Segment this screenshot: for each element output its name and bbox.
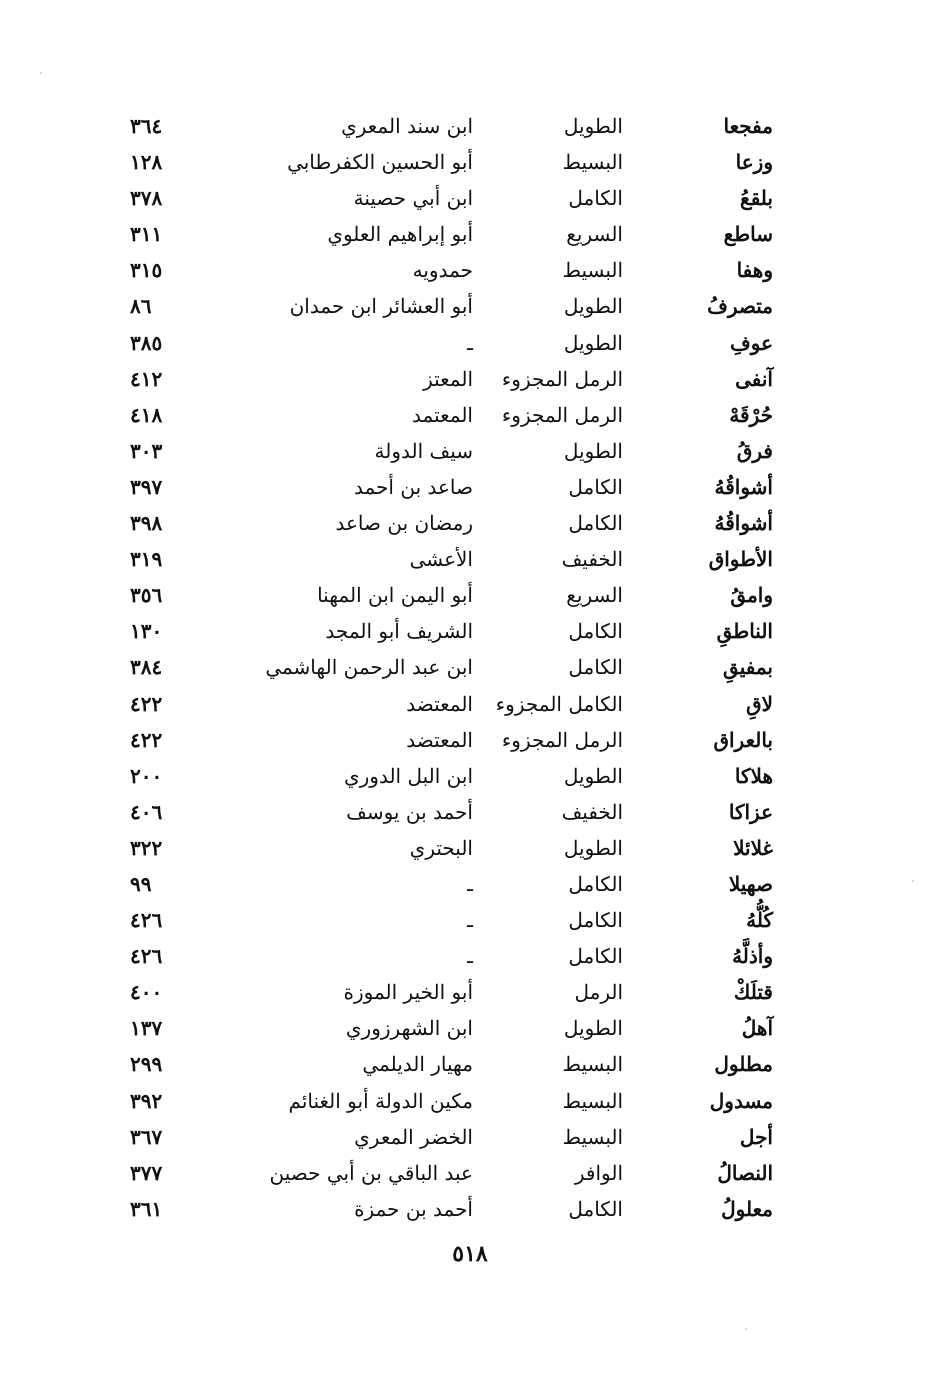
page-ref-cell: ٣١١	[130, 222, 163, 247]
page-ref-cell: ٤١٨	[130, 402, 163, 427]
table-row	[0, 1155, 943, 1191]
poet-cell: أبو الحسين الكفرطابي	[287, 150, 473, 175]
poet-cell: ـ	[467, 330, 473, 355]
poet-cell: ـ	[467, 871, 473, 896]
page-ref-cell: ٢٩٩	[130, 1052, 163, 1077]
table-row	[0, 144, 943, 180]
poet-cell: ابن أبي حصينة	[353, 186, 473, 211]
page-ref-cell: ٣٩٨	[130, 511, 163, 536]
table-row	[0, 1010, 943, 1046]
scan-speck	[745, 1328, 747, 1330]
meter-cell: الرمل المجزوء	[501, 402, 623, 427]
table-row	[0, 505, 943, 541]
table-row	[0, 902, 943, 938]
table-row	[0, 577, 943, 613]
rhyme-cell: النصالُ	[717, 1160, 773, 1185]
table-row	[0, 758, 943, 794]
rhyme-cell: مطلول	[714, 1052, 773, 1077]
poet-cell: المعتضد	[406, 691, 473, 716]
page-ref-cell: ٣٩٢	[130, 1088, 163, 1113]
page-ref-cell: ٤١٢	[130, 366, 163, 391]
rhyme-cell: أشواقُهُ	[714, 511, 773, 536]
page-ref-cell: ٣٨٥	[130, 330, 163, 355]
table-row	[0, 433, 943, 469]
meter-cell: البسيط	[562, 1124, 623, 1149]
page-ref-cell: ٣١٩	[130, 547, 163, 572]
table-row	[0, 216, 943, 252]
meter-cell: الخفيف	[561, 799, 623, 824]
poet-cell: أبو اليمن ابن المهنا	[317, 583, 473, 608]
rhyme-cell: أشواقُهُ	[714, 474, 773, 499]
rhyme-index-table	[0, 108, 943, 1227]
page-ref-cell: ٣٧٨	[130, 186, 163, 211]
rhyme-cell: مفجعا	[723, 114, 773, 138]
table-row	[0, 686, 943, 722]
rhyme-cell: الناطقِ	[716, 619, 773, 644]
page-number: ٥١٨	[452, 1241, 488, 1267]
page-ref-cell: ٢٠٠	[130, 763, 163, 788]
meter-cell: البسيط	[562, 1088, 623, 1113]
table-row	[0, 325, 943, 361]
page-ref-cell: ٣٦٤	[130, 114, 163, 138]
meter-cell: الرمل المجزوء	[501, 727, 623, 752]
rhyme-cell: معلولُ	[721, 1196, 773, 1221]
rhyme-cell: وهفا	[736, 258, 773, 283]
rhyme-cell: بمفيقِ	[723, 655, 773, 680]
meter-cell: الطويل	[563, 330, 623, 355]
table-row	[0, 1046, 943, 1082]
rhyme-cell: وامقُ	[730, 583, 773, 608]
table-row	[0, 974, 943, 1010]
page-ref-cell: ٣٨٤	[130, 655, 163, 680]
rhyme-cell: قتلَكْ	[733, 980, 773, 1005]
meter-cell: الطويل	[563, 294, 623, 319]
table-row	[0, 288, 943, 324]
rhyme-cell: وزعا	[735, 150, 773, 175]
meter-cell: الكامل	[568, 655, 623, 680]
page-ref-cell: ١٣٠	[130, 619, 163, 644]
rhyme-cell: عوفِ	[730, 330, 773, 355]
meter-cell: الكامل المجزوء	[495, 691, 623, 716]
poet-cell: الخضر المعري	[354, 1124, 473, 1149]
meter-cell: الخفيف	[561, 547, 623, 572]
table-row	[0, 180, 943, 216]
poet-cell: الشريف أبو المجد	[325, 619, 473, 644]
page-ref-cell: ٤٢٢	[130, 727, 163, 752]
poet-cell: المعتضد	[406, 727, 473, 752]
meter-cell: الكامل	[568, 619, 623, 644]
page-ref-cell: ٤٢٢	[130, 691, 163, 716]
rhyme-cell: آنفى	[735, 366, 773, 391]
poet-cell: حمدويه	[412, 258, 473, 283]
poet-cell: أبو الخير الموزة	[343, 980, 473, 1005]
page-ref-cell: ٤٠٦	[130, 799, 163, 824]
page-ref-cell: ٣٥٦	[130, 583, 163, 608]
meter-cell: السريع	[566, 222, 623, 247]
poet-cell: عبد الباقي بن أبي حصين	[269, 1160, 473, 1185]
page-ref-cell: ٣٢٢	[130, 835, 163, 860]
meter-cell: الكامل	[568, 511, 623, 536]
table-row	[0, 252, 943, 288]
poet-cell: ابن البل الدوري	[343, 763, 473, 788]
meter-cell: الطويل	[563, 1016, 623, 1041]
poet-cell: أبو العشائر ابن حمدان	[289, 294, 473, 319]
rhyme-cell: كُلُّهُ	[746, 908, 773, 933]
meter-cell: الرمل	[574, 980, 623, 1005]
meter-cell: الكامل	[568, 871, 623, 896]
meter-cell: الكامل	[568, 944, 623, 969]
scan-speck	[912, 880, 914, 882]
page-ref-cell: ١٢٨	[130, 150, 163, 175]
poet-cell: ابن الشهرزوري	[345, 1016, 473, 1041]
table-row	[0, 1083, 943, 1119]
rhyme-cell: مسدول	[709, 1088, 773, 1113]
meter-cell: الكامل	[568, 908, 623, 933]
page-ref-cell: ٨٦	[130, 294, 152, 319]
page-ref-cell: ٤٢٦	[130, 908, 163, 933]
meter-cell: الطويل	[563, 114, 623, 138]
table-row	[0, 397, 943, 433]
page-ref-cell: ٣١٥	[130, 258, 163, 283]
meter-cell: الوافر	[574, 1160, 623, 1185]
table-row	[0, 830, 943, 866]
table-row	[0, 108, 943, 144]
poet-cell: مهيار الديلمي	[362, 1052, 473, 1077]
rhyme-cell: لاقِ	[746, 691, 773, 716]
table-row	[0, 361, 943, 397]
table-row	[0, 469, 943, 505]
page-ref-cell: ٤٢٦	[130, 944, 163, 969]
poet-cell: البحتري	[409, 835, 473, 860]
poet-cell: ـ	[467, 908, 473, 933]
page-ref-cell: ٩٩	[130, 871, 152, 896]
poet-cell: سيف الدولة	[374, 438, 473, 463]
poet-cell: مكين الدولة أبو الغنائم	[288, 1088, 473, 1113]
table-row	[0, 866, 943, 902]
rhyme-cell: حُرْقَهْ	[729, 402, 773, 427]
meter-cell: الطويل	[563, 438, 623, 463]
rhyme-cell: بلقعُ	[740, 186, 773, 211]
meter-cell: الرمل المجزوء	[501, 366, 623, 391]
page-ref-cell: ٣٠٣	[130, 438, 163, 463]
poet-cell: ـ	[467, 944, 473, 969]
rhyme-cell: ساطع	[723, 222, 773, 247]
poet-cell: ابن سند المعري	[341, 114, 473, 138]
rhyme-cell: هلاكا	[734, 763, 773, 788]
page-ref-cell: ٤٠٠	[130, 980, 163, 1005]
poet-cell: رمضان بن صاعد	[335, 511, 473, 536]
rhyme-cell: بالعراق	[713, 727, 773, 752]
rhyme-cell: صهيلا	[728, 871, 773, 896]
meter-cell: البسيط	[562, 1052, 623, 1077]
rhyme-cell: غلائلا	[733, 835, 773, 860]
meter-cell: السريع	[566, 583, 623, 608]
table-row	[0, 613, 943, 649]
poet-cell: أبو إبراهيم العلوي	[327, 222, 473, 247]
rhyme-cell: متصرفُ	[707, 294, 773, 319]
page-ref-cell: ١٣٧	[130, 1016, 163, 1041]
page-ref-cell: ٣٦١	[130, 1196, 163, 1221]
table-row	[0, 541, 943, 577]
table-row	[0, 649, 943, 685]
meter-cell: البسيط	[562, 258, 623, 283]
meter-cell: الطويل	[563, 763, 623, 788]
poet-cell: الأعشى	[409, 547, 473, 572]
table-row	[0, 794, 943, 830]
rhyme-cell: فرقُ	[736, 438, 773, 463]
meter-cell: الطويل	[563, 835, 623, 860]
poet-cell: المعتمد	[412, 402, 473, 427]
meter-cell: الكامل	[568, 1196, 623, 1221]
page-ref-cell: ٣٦٧	[130, 1124, 163, 1149]
rhyme-cell: وأذلَّهُ	[732, 944, 773, 969]
poet-cell: ابن عبد الرحمن الهاشمي	[265, 655, 473, 680]
meter-cell: الكامل	[568, 186, 623, 211]
rhyme-cell: عزاكا	[728, 799, 773, 824]
poet-cell: صاعد بن أحمد	[354, 474, 473, 499]
table-row	[0, 938, 943, 974]
rhyme-cell: آهلُ	[741, 1016, 773, 1041]
page-ref-cell: ٣٧٧	[130, 1160, 163, 1185]
table-row	[0, 1191, 943, 1227]
table-row	[0, 1119, 943, 1155]
table-row	[0, 722, 943, 758]
poet-cell: المعتز	[423, 366, 473, 391]
meter-cell: الكامل	[568, 474, 623, 499]
meter-cell: البسيط	[562, 150, 623, 175]
page-ref-cell: ٣٩٧	[130, 474, 163, 499]
rhyme-cell: أجل	[739, 1124, 773, 1149]
scan-speck	[40, 72, 42, 74]
poet-cell: أحمد بن حمزة	[354, 1196, 473, 1221]
rhyme-cell: الأطواق	[708, 547, 773, 572]
poet-cell: أحمد بن يوسف	[346, 799, 473, 824]
